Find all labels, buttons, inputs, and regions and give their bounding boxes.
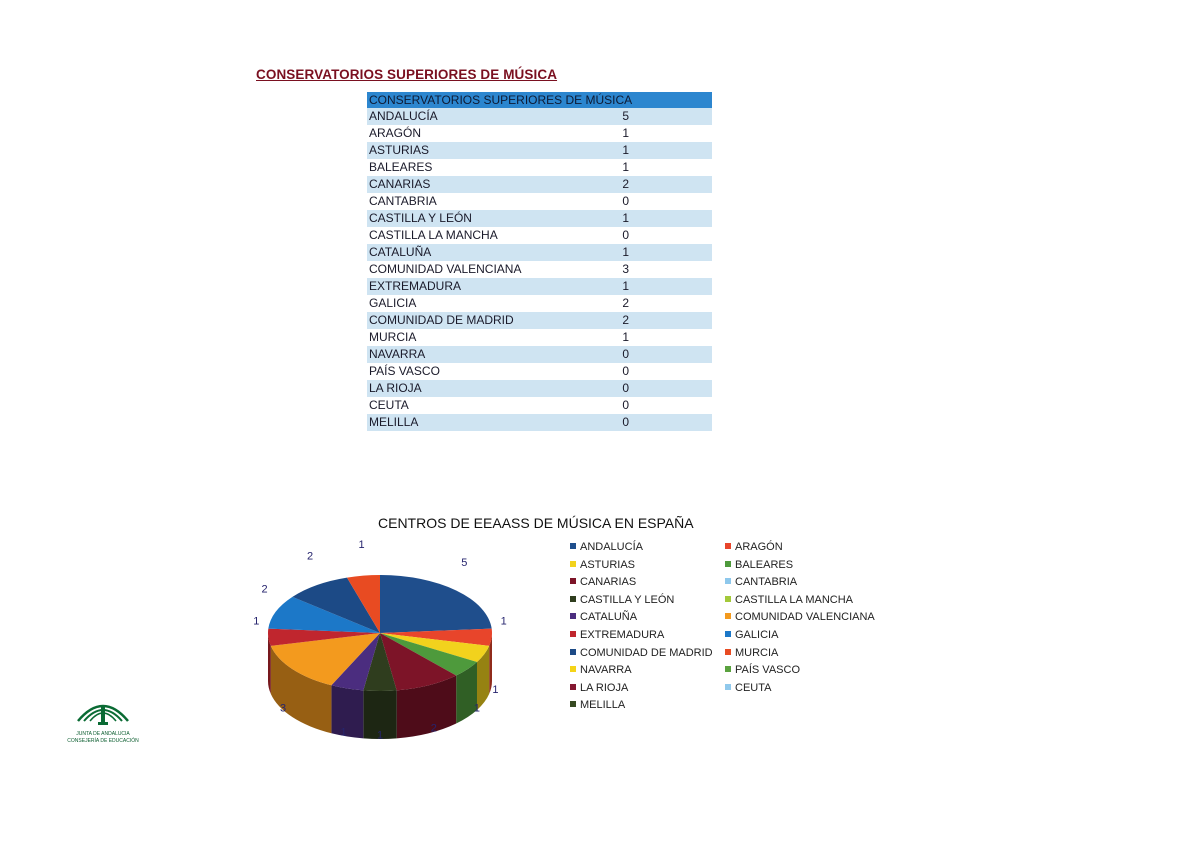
- legend-item: [725, 646, 778, 660]
- region-value: 0: [585, 193, 712, 210]
- legend-swatch: [725, 596, 731, 602]
- legend-label: CANTABRIA: [735, 576, 798, 589]
- logo-line-1: JUNTA DE ANDALUCIA: [76, 731, 130, 737]
- region-value: 0: [585, 414, 712, 431]
- legend-label: ARAGÓN: [735, 541, 783, 553]
- legend-label: COMUNIDAD VALENCIANA: [735, 611, 875, 624]
- legend-swatch: [725, 543, 731, 549]
- legend-item: [570, 646, 713, 660]
- legend-item: [725, 540, 783, 554]
- region-name: CEUTA: [367, 397, 585, 414]
- legend-item: [725, 593, 853, 607]
- legend-item: [570, 558, 635, 572]
- legend-swatch: [725, 649, 731, 655]
- legend-swatch: [570, 596, 576, 602]
- region-value: 1: [585, 210, 712, 227]
- region-name: LA RIOJA: [367, 380, 585, 397]
- pie-data-label: 1: [340, 726, 347, 739]
- region-name: CATALUÑA: [367, 244, 585, 261]
- legend-label: NAVARRA: [580, 664, 632, 677]
- region-name: PAÍS VASCO: [367, 363, 585, 380]
- region-value: 0: [585, 380, 712, 397]
- legend-label: GALICIA: [735, 629, 779, 641]
- legend-item: [725, 663, 800, 677]
- region-value: 3: [585, 261, 712, 278]
- legend-swatch: [570, 649, 576, 655]
- legend-item: [725, 610, 875, 624]
- pie-top: [268, 575, 492, 691]
- legend-item: [570, 681, 628, 695]
- legend-swatch: [570, 578, 576, 584]
- legend-item: [570, 540, 643, 554]
- pie-data-label: 3: [280, 702, 287, 715]
- legend-label: CATALUÑA: [580, 611, 638, 624]
- region-value: 1: [585, 329, 712, 346]
- legend-item: [725, 558, 793, 572]
- legend-swatch: [725, 561, 731, 567]
- legend-label: MURCIA: [735, 646, 779, 659]
- legend-item: [570, 610, 637, 624]
- pie-side-8: [331, 685, 363, 738]
- region-name: CASTILLA LA MANCHA: [367, 227, 585, 244]
- region-name: COMUNIDAD VALENCIANA: [367, 261, 585, 278]
- legend-label: LA RIOJA: [580, 681, 629, 694]
- legend-swatch: [725, 666, 731, 672]
- region-name: COMUNIDAD DE MADRID: [367, 312, 585, 329]
- legend-item: [570, 698, 625, 712]
- pie-data-label: 1: [500, 615, 507, 628]
- legend-swatch: [725, 578, 731, 584]
- region-value: 1: [585, 278, 712, 295]
- region-value: 1: [585, 142, 712, 159]
- region-name: CANARIAS: [367, 176, 585, 193]
- legend-label: PAÍS VASCO: [735, 664, 801, 677]
- legend-item: [725, 628, 778, 642]
- pie-data-label: 2: [307, 550, 314, 563]
- legend-swatch: [725, 613, 731, 619]
- logo-line-2: CONSEJERÍA DE EDUCACIÓN: [67, 738, 139, 744]
- pie-slice-0: [380, 575, 492, 633]
- region-value: 0: [585, 397, 712, 414]
- pie-data-label: 1: [376, 729, 384, 742]
- region-value: 2: [585, 295, 712, 312]
- legend-swatch: [725, 684, 731, 690]
- legend-label: CANARIAS: [580, 576, 637, 589]
- legend-label: BALEARES: [735, 558, 794, 571]
- legend-swatch: [570, 666, 576, 672]
- region-name: MURCIA: [367, 329, 585, 346]
- legend-item: [570, 575, 636, 589]
- region-value: 2: [585, 312, 712, 329]
- pie-data-label: 1: [473, 702, 480, 715]
- region-name: MELILLA: [367, 414, 585, 431]
- legend-swatch: [570, 613, 576, 619]
- pie-data-label: 1: [253, 615, 260, 628]
- legend-swatch: [570, 631, 576, 637]
- pie-data-label: 2: [261, 583, 268, 596]
- legend-label: CASTILLA Y LEÓN: [580, 593, 675, 606]
- legend-item: [725, 681, 771, 695]
- legend-item: [725, 575, 797, 589]
- legend-item: [570, 628, 664, 642]
- region-value: 5: [585, 108, 712, 125]
- region-value: 1: [585, 125, 712, 142]
- region-name: EXTREMADURA: [367, 278, 585, 295]
- legend-label: MELILLA: [580, 699, 626, 712]
- legend-label: CASTILLA LA MANCHA: [735, 593, 853, 606]
- region-name: GALICIA: [367, 295, 585, 312]
- legend-swatch: [570, 543, 576, 549]
- region-name: NAVARRA: [367, 346, 585, 363]
- pie-data-label: 5: [461, 557, 468, 570]
- region-name: ASTURIAS: [367, 142, 585, 159]
- legend-swatch: [725, 631, 731, 637]
- legend-item: [570, 593, 674, 607]
- region-value: 0: [585, 363, 712, 380]
- legend-swatch: [570, 561, 576, 567]
- region-name: ANDALUCÍA: [367, 108, 585, 125]
- region-value: 1: [585, 159, 712, 176]
- legend-item: [570, 663, 632, 677]
- region-value: 1: [585, 244, 712, 261]
- region-value: 0: [585, 227, 712, 244]
- pie-data-label: 1: [358, 538, 365, 551]
- region-name: CASTILLA Y LEÓN: [367, 210, 585, 227]
- legend-label: CEUTA: [735, 681, 772, 694]
- legend-label: ANDALUCÍA: [580, 541, 643, 553]
- region-value: 2: [585, 176, 712, 193]
- page-title: CONSERVATORIOS SUPERIORES DE MÚSICA: [256, 67, 558, 82]
- legend-label: COMUNIDAD DE MADRID: [580, 646, 713, 659]
- legend-label: EXTREMADURA: [580, 629, 665, 641]
- pie-data-label: 1: [492, 683, 499, 696]
- region-name: CANTABRIA: [367, 193, 585, 210]
- region-name: BALEARES: [367, 159, 585, 176]
- junta-andalucia-logo: [67, 693, 139, 745]
- legend-label: ASTURIAS: [580, 558, 636, 571]
- legend-swatch: [570, 684, 576, 690]
- chart-title: CENTROS DE EEAASS DE MÚSICA EN ESPAÑA: [378, 515, 694, 531]
- legend-swatch: [570, 701, 576, 707]
- pie-data-label: 2: [430, 722, 437, 735]
- region-value: 0: [585, 346, 712, 363]
- table-header: CONSERVATORIOS SUPERIORES DE MÚSICA: [367, 92, 712, 108]
- region-name: ARAGÓN: [367, 125, 585, 142]
